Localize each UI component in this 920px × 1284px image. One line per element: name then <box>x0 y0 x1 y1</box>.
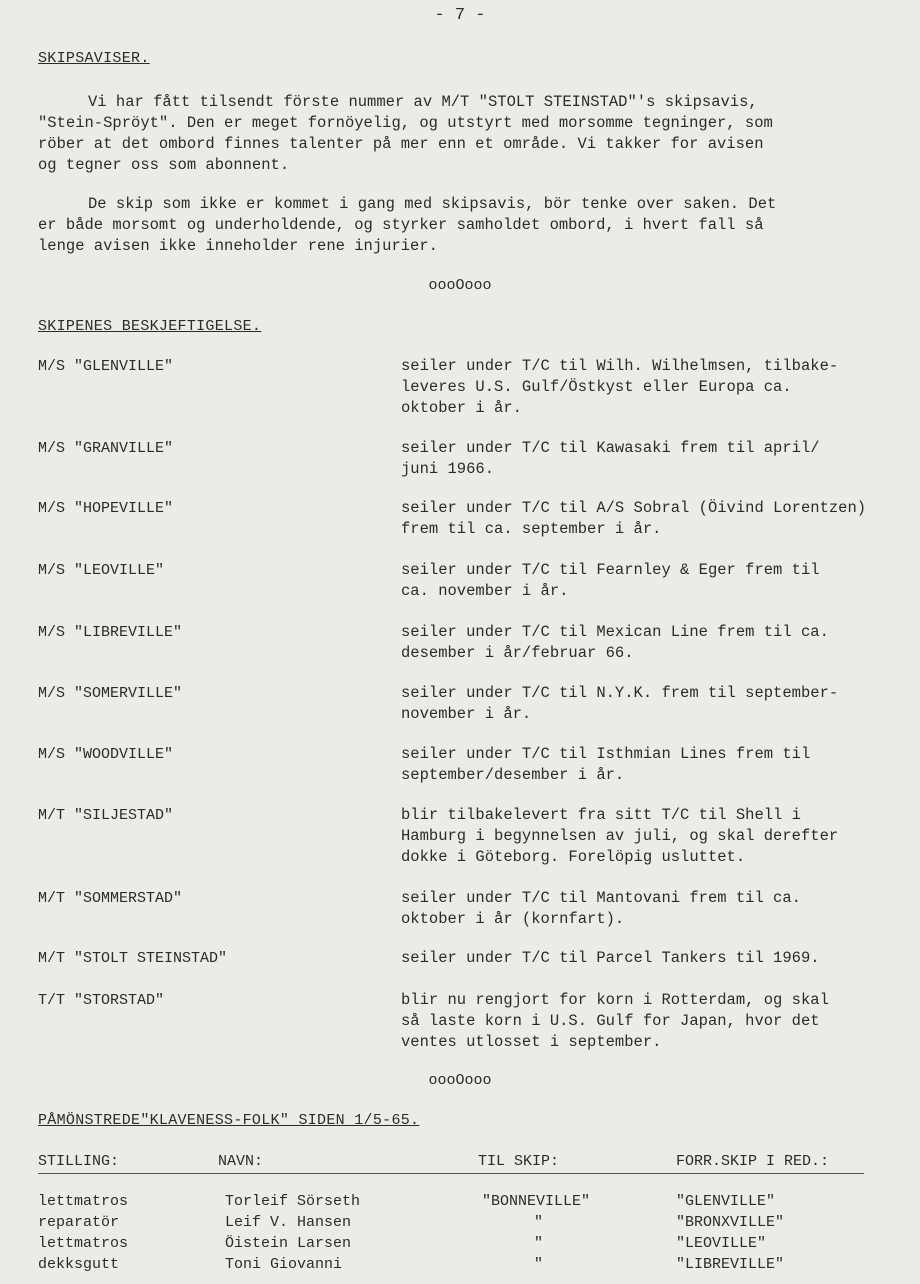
status-line: så laste korn i U.S. Gulf for Japan, hvor det <box>401 1012 820 1030</box>
paragraph-line: og tegner oss som abonnent. <box>38 156 290 174</box>
section-heading-skipsaviser: SKIPSAVISER. <box>38 50 150 67</box>
cell-til-skip: " <box>534 1256 544 1273</box>
status-line: seiler under T/C til A/S Sobral (Öivind Lorentzen) <box>401 499 867 517</box>
column-header-stilling: STILLING: <box>38 1153 120 1170</box>
cell-stilling: lettmatros <box>38 1235 129 1252</box>
paragraph-skipsavis-encouragement <box>38 194 858 257</box>
ship-name-sommerstad: M/T "SOMMERSTAD" <box>38 890 183 907</box>
status-line: blir tilbakelevert fra sitt T/C til Shell i <box>401 806 801 824</box>
status-line: blir nu rengjort for korn i Rotterdam, og skal <box>401 991 829 1009</box>
ship-status-libreville <box>401 622 829 664</box>
status-line: leveres U.S. Gulf/Östkyst eller Europa ca. <box>401 378 792 396</box>
ship-status-glenville <box>401 356 838 419</box>
ship-name-woodville: M/S "WOODVILLE" <box>38 746 174 763</box>
ship-status-hopeville <box>401 498 866 540</box>
ship-name-granville: M/S "GRANVILLE" <box>38 440 174 457</box>
status-line: ventes utlosset i september. <box>401 1033 662 1051</box>
status-line: dokke i Göteborg. Forelöpig usluttet. <box>401 848 746 866</box>
paragraph-line: lenge avisen ikke inneholder rene injurier. <box>38 237 438 255</box>
status-line: oktober i år (kornfart). <box>401 910 625 928</box>
cell-til-skip: " <box>534 1235 544 1252</box>
status-line: ca. november i år. <box>401 582 569 600</box>
status-line: november i år. <box>401 705 532 723</box>
cell-stilling: reparatör <box>38 1214 120 1231</box>
ship-status-siljestad <box>401 805 838 868</box>
status-line: oktober i år. <box>401 399 522 417</box>
cell-navn: Öistein Larsen <box>225 1235 352 1252</box>
status-line: frem til ca. september i år. <box>401 520 662 538</box>
cell-forr-skip: "LEOVILLE" <box>676 1235 767 1252</box>
separator-ornament: oooOooo <box>428 277 492 294</box>
column-header-forr-skip: FORR.SKIP I RED.: <box>676 1153 830 1170</box>
status-line: seiler under T/C til Mantovani frem til ca. <box>401 889 801 907</box>
status-line: seiler under T/C til Wilh. Wilhelmsen, tilbake- <box>401 357 839 375</box>
ship-name-leoville: M/S "LEOVILLE" <box>38 562 165 579</box>
status-line: september/desember i år. <box>401 766 625 784</box>
status-line: seiler under T/C til Parcel Tankers til 1969. <box>401 949 820 967</box>
paragraph-line: "Stein-Spröyt". Den er meget fornöyelig, og utstyrt med morsomme tegninger, som <box>38 114 773 132</box>
page-number: - 7 - <box>434 6 486 25</box>
cell-stilling: lettmatros <box>38 1193 129 1210</box>
cell-forr-skip: "BRONXVILLE" <box>676 1214 785 1231</box>
status-line: juni 1966. <box>401 460 495 478</box>
status-line: Hamburg i begynnelsen av juli, og skal derefter <box>401 827 839 845</box>
status-line: desember i år/februar 66. <box>401 644 634 662</box>
section-heading-beskjeftigelse: SKIPENES BESKJEFTIGELSE. <box>38 318 262 335</box>
ship-name-libreville: M/S "LIBREVILLE" <box>38 624 183 641</box>
ship-status-somerville <box>401 683 838 725</box>
cell-til-skip: " <box>534 1214 544 1231</box>
paragraph-skipsavis-intro <box>38 92 858 176</box>
status-line: seiler under T/C til Mexican Line frem til ca. <box>401 623 829 641</box>
status-line: seiler under T/C til N.Y.K. frem til september- <box>401 684 839 702</box>
ship-name-stolt-steinstad: M/T "STOLT STEINSTAD" <box>38 950 228 967</box>
ship-name-storstad: T/T "STORSTAD" <box>38 992 165 1009</box>
ship-name-siljestad: M/T "SILJESTAD" <box>38 807 174 824</box>
status-line: seiler under T/C til Isthmian Lines frem til <box>401 745 811 763</box>
ship-name-somerville: M/S "SOMERVILLE" <box>38 685 183 702</box>
separator-ornament: oooOooo <box>428 1072 492 1089</box>
cell-navn: Leif V. Hansen <box>225 1214 352 1231</box>
cell-forr-skip: "LIBREVILLE" <box>676 1256 785 1273</box>
column-header-navn: NAVN: <box>218 1153 264 1170</box>
status-line: seiler under T/C til Fearnley & Eger frem til <box>401 561 820 579</box>
cell-navn: Toni Giovanni <box>225 1256 343 1273</box>
ship-status-woodville <box>401 744 810 786</box>
paragraph-line: er både morsomt og underholdende, og styrker samholdet ombord, i hvert fall så <box>38 216 764 234</box>
ship-status-storstad <box>401 990 829 1053</box>
column-header-til-skip: TIL SKIP: <box>478 1153 560 1170</box>
status-line: seiler under T/C til Kawasaki frem til april/ <box>401 439 820 457</box>
table-header-rule <box>38 1173 864 1174</box>
ship-name-hopeville: M/S "HOPEVILLE" <box>38 500 174 517</box>
paragraph-line: Vi har fått tilsendt förste nummer av M/T "STOLT STEINSTAD"'s skipsavis, <box>88 93 758 111</box>
ship-status-leoville <box>401 560 820 602</box>
ship-name-glenville: M/S "GLENVILLE" <box>38 358 174 375</box>
cell-forr-skip: "GLENVILLE" <box>676 1193 776 1210</box>
section-heading-pamonstrede: PÅMÖNSTREDE"KLAVENESS-FOLK" SIDEN 1/5-65. <box>38 1112 420 1129</box>
paragraph-line: röber at det ombord finnes talenter på mer enn et område. Vi takker for avisen <box>38 135 764 153</box>
ship-status-sommerstad <box>401 888 801 930</box>
cell-til-skip: "BONNEVILLE" <box>482 1193 591 1210</box>
ship-status-granville <box>401 438 820 480</box>
cell-stilling: dekksgutt <box>38 1256 120 1273</box>
paragraph-line: De skip som ikke er kommet i gang med skipsavis, bör tenke over saken. Det <box>88 195 777 213</box>
ship-status-stolt-steinstad <box>401 948 820 969</box>
cell-navn: Torleif Sörseth <box>225 1193 361 1210</box>
